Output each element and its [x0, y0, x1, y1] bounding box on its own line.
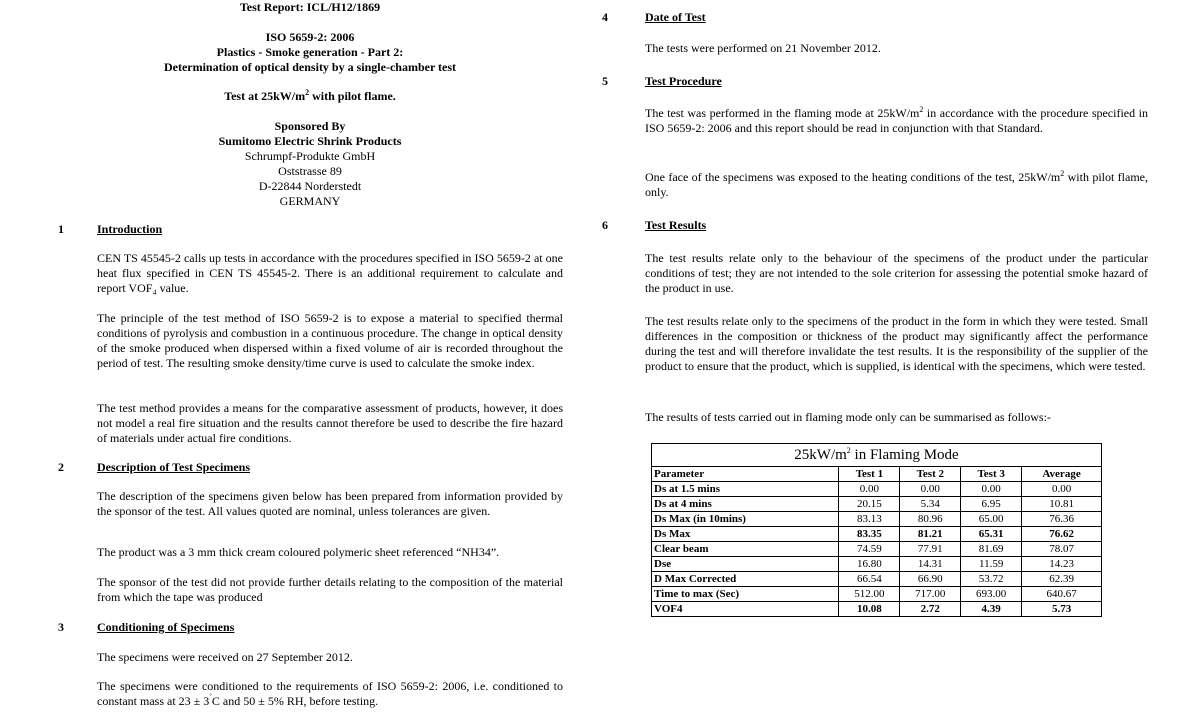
section-body — [645, 170, 1148, 200]
table-cell: 0.00 — [839, 482, 900, 497]
section-body — [645, 410, 1148, 425]
table-cell: 717.00 — [900, 587, 961, 602]
table-cell: 6.95 — [961, 497, 1022, 512]
table-row — [652, 602, 1102, 617]
paragraph: The specimens were conditioned to the requirements of ISO 5659-2: 2006, i.e. conditioned to constant mass at 23 ± 3˚C and 50 ± 5% RH, before testing. — [97, 679, 563, 708]
paragraph: The sponsor of the test did not provide further details relating to the composition of the material from which the tape was produced — [97, 575, 563, 604]
section-body — [97, 545, 563, 560]
table-cell: Ds at 1.5 mins — [652, 482, 839, 497]
section-body — [97, 251, 563, 296]
table-cell: 62.39 — [1022, 572, 1102, 587]
table-cell: VOF4 — [652, 602, 839, 617]
standard-title-line2: Determination of optical density by a single-chamber test — [163, 60, 457, 74]
section-body — [645, 41, 1148, 56]
table-cell: 65.31 — [961, 527, 1022, 542]
table-cell: D Max Corrected — [652, 572, 839, 587]
column-header: Test 1 — [839, 467, 900, 482]
table-row — [652, 527, 1102, 542]
table-cell: 5.73 — [1022, 602, 1102, 617]
table-row — [652, 482, 1102, 497]
table-cell: 81.21 — [900, 527, 961, 542]
table-cell: 11.59 — [961, 557, 1022, 572]
table-cell: 10.81 — [1022, 497, 1102, 512]
table-cell: 16.80 — [839, 557, 900, 572]
table-cell: 66.54 — [839, 572, 900, 587]
section-title-procedure: Test Procedure — [645, 74, 722, 88]
sponsored-by-label: Sponsored By — [274, 119, 346, 133]
paragraph: The test was performed in the flaming mode at $25kW/m^2$ in accordance with the procedure specified in ISO 5659-2: 2006 and this report should be read in conjunction with that Standard. — [645, 105, 1148, 135]
section-body — [97, 575, 563, 605]
section-title-date: Date of Test — [645, 10, 706, 24]
table-cell: 640.67 — [1022, 587, 1102, 602]
table-cell: 20.15 — [839, 497, 900, 512]
section-title-conditioning: Conditioning of Specimens — [97, 620, 235, 634]
table-row — [652, 557, 1102, 572]
paragraph: The specimens were received on 27 September 2012. — [97, 650, 353, 664]
sponsor-address-line: Schrumpf-Produkte GmbH — [244, 149, 376, 163]
section-body — [97, 650, 563, 665]
table-cell: 83.35 — [839, 527, 900, 542]
section-body — [97, 489, 563, 519]
section-number: 1 — [58, 222, 64, 236]
table-row — [652, 542, 1102, 557]
section-body — [645, 314, 1148, 374]
column-header: Average — [1022, 467, 1102, 482]
table-title: $25kW/m^2$ in Flaming Mode — [794, 446, 959, 463]
table-header-row — [652, 467, 1102, 482]
table-cell: 53.72 — [961, 572, 1022, 587]
column-header: Test 2 — [900, 467, 961, 482]
table-cell: 693.00 — [961, 587, 1022, 602]
sponsor-name: Sumitomo Electric Shrink Products — [218, 134, 402, 148]
report-number: Test Report: ICL/H12/1869 — [239, 0, 381, 14]
table-cell: Ds Max — [652, 527, 839, 542]
table-cell: 76.62 — [1022, 527, 1102, 542]
table-cell: 0.00 — [961, 482, 1022, 497]
column-header: Test 3 — [961, 467, 1022, 482]
table-row — [652, 572, 1102, 587]
paragraph: The tests were performed on 21 November 2012. — [645, 41, 881, 55]
table-cell: 80.96 — [900, 512, 961, 527]
table-cell: Dse — [652, 557, 839, 572]
section-number: 4 — [602, 10, 608, 24]
table-cell: 76.36 — [1022, 512, 1102, 527]
section-body — [97, 401, 563, 446]
sponsor-block — [110, 119, 510, 209]
table-cell: 4.39 — [961, 602, 1022, 617]
table-cell: 10.08 — [839, 602, 900, 617]
results-table-container — [651, 443, 1102, 617]
table-cell: Time to max (Sec) — [652, 587, 839, 602]
table-cell: Ds at 4 mins — [652, 497, 839, 512]
standard-number: ISO 5659-2: 2006 — [265, 30, 355, 44]
table-cell: 512.00 — [839, 587, 900, 602]
table-cell: 0.00 — [1022, 482, 1102, 497]
table-cell: 81.69 — [961, 542, 1022, 557]
section-number: 6 — [602, 218, 608, 232]
table-cell: 78.07 — [1022, 542, 1102, 557]
table-cell: 74.59 — [839, 542, 900, 557]
table-cell: Ds Max (in 10mins) — [652, 512, 839, 527]
section-number: 2 — [58, 460, 64, 474]
section-title-description: Description of Test Specimens — [97, 460, 250, 474]
table-row — [652, 512, 1102, 527]
table-cell: 66.90 — [900, 572, 961, 587]
paragraph: The product was a 3 mm thick cream coloured polymeric sheet referenced “NH34”. — [97, 545, 500, 559]
table-row — [652, 497, 1102, 512]
section-title-results: Test Results — [645, 218, 707, 232]
results-table — [651, 443, 1102, 617]
test-condition: Test at $25kW/m^2$ with pilot flame. — [224, 88, 396, 103]
paragraph: The test results relate only to the specimens of the product in the form in which they were tested. Small differences in the composition or thickness of the product may significantly affect the performance during the test and will therefore invalidate the test results. It is the responsibility of the supplier of the product to ensure that the product, which is supplied, is identical with the specimens, which were tested. — [645, 314, 1148, 373]
table-cell: 65.00 — [961, 512, 1022, 527]
table-cell: 14.31 — [900, 557, 961, 572]
sponsor-address-line: GERMANY — [279, 194, 341, 208]
table-row — [652, 587, 1102, 602]
column-header: Parameter — [652, 467, 839, 482]
sponsor-address-line: D-22844 Norderstedt — [258, 179, 362, 193]
section-number: 5 — [602, 74, 608, 88]
standard-title-line1: Plastics - Smoke generation - Part 2: — [216, 45, 404, 59]
table-cell: 5.34 — [900, 497, 961, 512]
sponsor-address-line: Oststrasse 89 — [278, 164, 342, 178]
paragraph: The results of tests carried out in flaming mode only can be summarised as follows:- — [645, 410, 1051, 424]
paragraph: One face of the specimens was exposed to the heating conditions of the test, $25kW/m^2$ with pilot flame, only. — [645, 169, 1148, 199]
table-cell: 2.72 — [900, 602, 961, 617]
table-cell: 14.23 — [1022, 557, 1102, 572]
section-number: 3 — [58, 620, 64, 634]
section-body — [645, 251, 1148, 296]
table-cell: 83.13 — [839, 512, 900, 527]
section-body — [97, 311, 563, 371]
section-body — [97, 679, 563, 709]
section-title-introduction: Introduction — [97, 222, 163, 236]
table-cell: 77.91 — [900, 542, 961, 557]
paragraph: The test results relate only to the behaviour of the specimens of the product under the particular conditions of test; they are not intended to the sole criterion for assessing the potential smoke hazard of the product in use. — [645, 251, 1148, 295]
paragraph: The principle of the test method of ISO 5659-2 is to expose a material to specified thermal conditions of pyrolysis and combustion in a continuous procedure. The change in optical density of the smoke produced when dispersed within a fixed volume of air is recorded throughout the period of test. The resulting smoke density/time curve is used to calculate the smoke index. — [97, 311, 563, 370]
table-cell: 0.00 — [900, 482, 961, 497]
section-body — [645, 106, 1148, 136]
paragraph: CEN TS 45545-2 calls up tests in accordance with the procedures specified in ISO 5659-2 at one heat flux specified in CEN TS 45545-2. There is an additional requirement to calculate and report VOF₄ value. — [97, 251, 563, 295]
paragraph: The test method provides a means for the comparative assessment of products, however, it does not model a real fire situation and the results cannot therefore be used to describe the fire hazard of materials under actual fire conditions. — [97, 401, 563, 445]
standard-title — [110, 30, 510, 75]
table-cell: Clear beam — [652, 542, 839, 557]
paragraph: The description of the specimens given below has been prepared from information provided by the sponsor of the test. All values quoted are nominal, unless tolerances are given. — [97, 489, 563, 518]
